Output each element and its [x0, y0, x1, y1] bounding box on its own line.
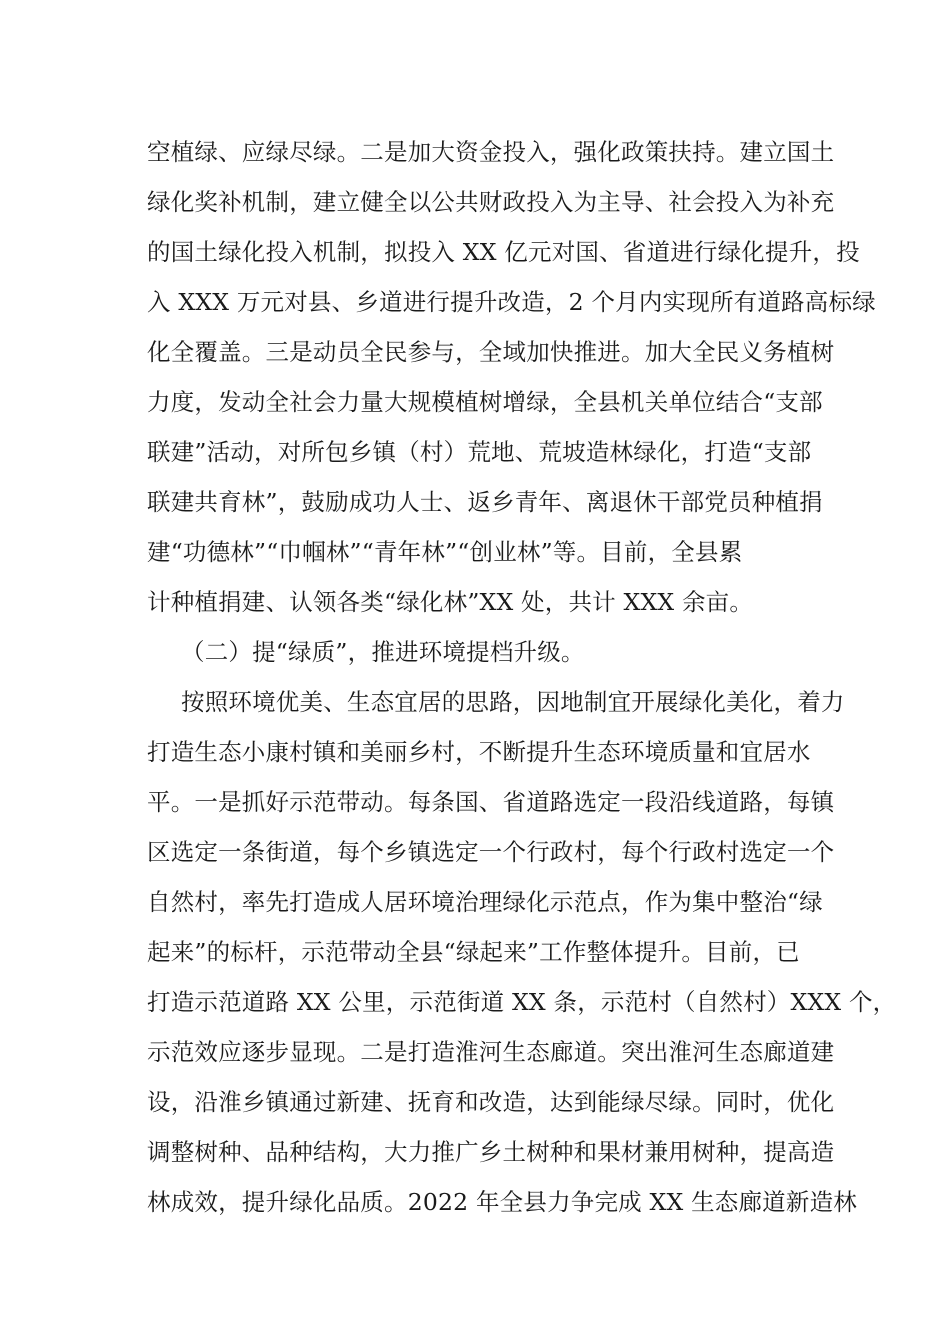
- text-line: 空植绿、应绿尽绿。二是加大资金投入，强化政策扶持。建立国土: [147, 138, 835, 166]
- text-line: 联建”活动，对所包乡镇（村）荒地、荒坡造林绿化，打造“支部: [147, 438, 812, 466]
- text-line: 绿化奖补机制，建立健全以公共财政投入为主导、社会投入为补充: [147, 188, 835, 216]
- text-line: 按照环境优美、生态宜居的思路，因地制宜开展绿化美化，着力: [181, 688, 845, 716]
- text-line: 示范效应逐步显现。二是打造淮河生态廊道。突出淮河生态廊道建: [147, 1038, 835, 1066]
- text-line: 自然村，率先打造成人居环境治理绿化示范点，作为集中整治“绿: [147, 888, 823, 916]
- text-line: 设，沿淮乡镇通过新建、抚育和改造，达到能绿尽绿。同时，优化: [147, 1088, 835, 1116]
- text-line: 建“功德林”“巾帼林”“青年林”“创业林”等。目前，全县累: [147, 538, 743, 566]
- text-line: 计种植捐建、认领各类“绿化林”XX 处，共计 XXX 余亩。: [147, 588, 754, 616]
- text-line: 入 XXX 万元对县、乡道进行提升改造，2 个月内实现所有道路高标绿: [147, 288, 876, 316]
- text-line: 调整树种、品种结构，大力推广乡土树种和果材兼用树种，提高造: [147, 1138, 835, 1166]
- text-line: 打造示范道路 XX 公里，示范街道 XX 条，示范村（自然村）XXX 个，: [147, 988, 897, 1016]
- section-heading: （二）提“绿质”，推进环境提档升级。: [181, 638, 585, 666]
- text-line: 区选定一条街道，每个乡镇选定一个行政村，每个行政村选定一个: [147, 838, 835, 866]
- text-line: 联建共育林”，鼓励成功人士、返乡青年、离退休干部党员种植捐: [147, 488, 823, 516]
- text-line: 化全覆盖。三是动员全民参与，全域加快推进。加大全民义务植树: [147, 338, 835, 366]
- text-line: 力度，发动全社会力量大规模植树增绿，全县机关单位结合“支部: [147, 388, 823, 416]
- text-line: 起来”的标杆，示范带动全县“绿起来”工作整体提升。目前，已: [147, 938, 800, 966]
- text-line: 的国土绿化投入机制，拟投入 XX 亿元对国、省道进行绿化提升，投: [147, 238, 860, 266]
- text-line: 平。一是抓好示范带动。每条国、省道路选定一段沿线道路，每镇: [147, 788, 835, 816]
- text-line: 林成效，提升绿化品质。2022 年全县力争完成 XX 生态廊道新造林: [147, 1188, 857, 1216]
- text-line: 打造生态小康村镇和美丽乡村，不断提升生态环境质量和宜居水: [147, 738, 811, 766]
